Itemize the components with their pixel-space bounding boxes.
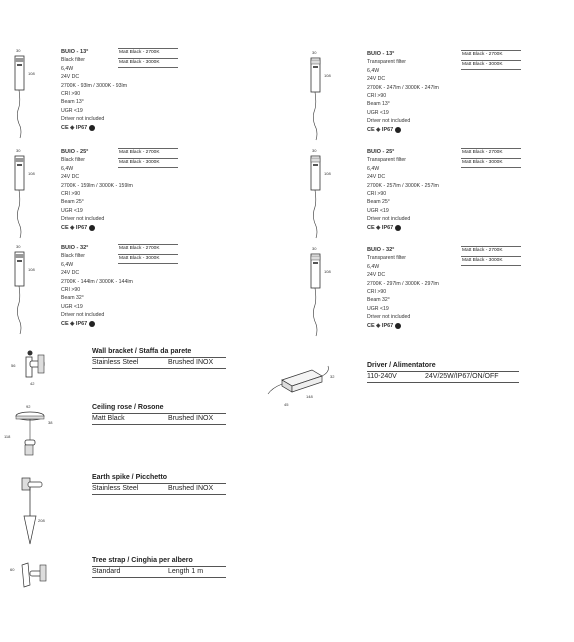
dim-width: 30 (312, 246, 317, 251)
spec-list (367, 148, 439, 233)
filter: Black filter (61, 253, 85, 260)
spot-lamp-drawing (304, 246, 334, 341)
accessory-wall-bracket (92, 348, 226, 369)
spot-lamp-drawing (8, 48, 38, 143)
gear-icon (89, 225, 95, 231)
cert-marks: CE ◈ IP67 (61, 224, 133, 233)
variant-row: Matt Black - 3000K (461, 257, 521, 267)
voltage: 24V DC (61, 74, 80, 81)
driver-note: Driver not included (367, 314, 411, 321)
dim-height: 208 (38, 518, 45, 523)
variant-row: Matt Black - 2700K (118, 148, 178, 159)
variant-table (461, 148, 521, 168)
variant-row: Matt Black - 2700K (118, 48, 178, 59)
dim-width: 30 (312, 148, 317, 153)
dim-diameter: 92 (26, 404, 31, 409)
dim-height: 108 (324, 171, 331, 176)
lumens: 2700K - 247lm / 3000K - 247lm (367, 84, 439, 91)
dim-height: 108 (28, 71, 35, 76)
variant-row: Matt Black - 3000K (461, 61, 521, 71)
beam: Beam 25° (367, 199, 390, 206)
dim-width: 30 (312, 50, 317, 55)
product-title: BUIO - 13° (61, 49, 89, 55)
voltage: 24V DC (367, 174, 386, 181)
spec-list (367, 50, 439, 135)
lumens: 2700K - 159lm / 3000K - 159lm (61, 182, 133, 189)
power: 6,4W (367, 67, 380, 74)
ceiling-rose-drawing (4, 402, 64, 462)
variant-row: Matt Black - 3000K (118, 255, 178, 265)
power: 6,4W (61, 165, 74, 172)
dim-height: 56 (11, 363, 16, 368)
filter: Black filter (61, 157, 85, 164)
beam: Beam 32° (367, 297, 390, 304)
earth-spike-drawing (8, 472, 68, 552)
variant-table (118, 244, 178, 264)
dim-width: 30 (16, 148, 21, 153)
variant-row: Matt Black - 2700K (118, 244, 178, 255)
variant-row: Matt Black - 3000K (118, 59, 178, 69)
driver-note: Driver not included (61, 312, 105, 319)
beam: Beam 13° (367, 101, 390, 108)
dim-height: 108 (324, 269, 331, 274)
driver-drawing (252, 362, 342, 412)
power: 6,4W (367, 165, 380, 172)
variant-table (118, 148, 178, 168)
cri: CRI >90 (367, 93, 387, 100)
product-title: BUIO - 25° (367, 149, 395, 155)
ugr: UGR <19 (367, 305, 389, 312)
lumens: 2700K - 144lm / 3000K - 144lm (61, 278, 133, 285)
dim-height: 108 (28, 267, 35, 272)
product-block (8, 244, 278, 339)
product-title: BUIO - 25° (61, 149, 89, 155)
product-title: BUIO - 32° (367, 247, 395, 253)
driver-note: Driver not included (61, 216, 105, 223)
lumens: 2700K - 297lm / 3000K - 297lm (367, 280, 439, 287)
beam: Beam 13° (61, 99, 84, 106)
cri: CRI >90 (367, 289, 387, 296)
product-title: BUIO - 13° (367, 51, 395, 57)
beam: Beam 25° (61, 199, 84, 206)
product-block (8, 148, 278, 243)
cri: CRI >90 (61, 191, 81, 198)
accessory-ceiling-rose (92, 404, 226, 425)
product-block (304, 50, 574, 145)
spot-lamp-drawing (304, 148, 334, 243)
variant-row: Matt Black - 2700K (461, 246, 521, 257)
dim-height: 118 (4, 434, 11, 439)
spec-list (367, 246, 439, 331)
accessory-title: Wall bracket / Staffa da parete (92, 348, 192, 355)
filter: Transparent filter (367, 157, 407, 164)
cert-marks: CE ◈ IP67 (61, 124, 127, 133)
filter: Transparent filter (367, 255, 407, 262)
accessory-row: Matt Black Brushed INOX (92, 413, 226, 425)
dim-width: 30 (16, 48, 21, 53)
driver-spec (367, 362, 519, 383)
tree-strap-drawing (8, 555, 68, 600)
gear-icon (89, 321, 95, 327)
gear-icon (395, 323, 401, 329)
filter: Black filter (61, 57, 85, 64)
dim-depth: 38 (48, 420, 53, 425)
cri: CRI >90 (61, 91, 81, 98)
product-block (304, 246, 574, 341)
driver-note: Driver not included (61, 116, 105, 123)
accessory-title: Earth spike / Picchetto (92, 474, 168, 481)
ugr: UGR <19 (367, 109, 389, 116)
cert-marks: CE ◈ IP67 (367, 322, 439, 331)
cert-marks: CE ◈ IP67 (61, 320, 133, 329)
dim-height: 108 (28, 171, 35, 176)
dim-height: 60 (10, 567, 15, 572)
ugr: UGR <19 (61, 303, 83, 310)
accessory-earth-spike (92, 474, 226, 495)
dim-height: 108 (324, 73, 331, 78)
cri: CRI >90 (61, 287, 81, 294)
cert-marks: CE ◈ IP67 (367, 224, 439, 233)
variant-table (461, 50, 521, 70)
cert-marks: CE ◈ IP67 (367, 126, 439, 135)
product-title: BUIO - 32° (61, 245, 89, 251)
wall-bracket-drawing (8, 345, 68, 390)
lumens: 2700K - 93lm / 3000K - 93lm (61, 82, 128, 89)
product-block (304, 148, 574, 243)
power: 6,4W (367, 263, 380, 270)
variant-table (118, 48, 178, 68)
dim-length: 148 (306, 394, 313, 399)
accessory-row: Stainless Steel Brushed INOX (92, 357, 226, 369)
accessory-row: Stainless Steel Brushed INOX (92, 483, 226, 495)
voltage: 24V DC (367, 272, 386, 279)
variant-row: Matt Black - 2700K (461, 50, 521, 61)
gear-icon (395, 127, 401, 133)
dim-width: 45 (284, 402, 289, 407)
accessory-row: Standard Length 1 m (92, 566, 226, 578)
beam: Beam 32° (61, 295, 84, 302)
driver-row: 110-240V 24V/25W/IP67/ON/OFF (367, 371, 519, 383)
power: 6,4W (61, 261, 74, 268)
power: 6,4W (61, 65, 74, 72)
accessory-tree-strap (92, 557, 226, 578)
driver-title: Driver / Alimentatore (367, 362, 436, 369)
driver-note: Driver not included (367, 216, 411, 223)
gear-icon (89, 125, 95, 131)
ugr: UGR <19 (367, 207, 389, 214)
lumens: 2700K - 257lm / 3000K - 257lm (367, 182, 439, 189)
voltage: 24V DC (61, 174, 80, 181)
spot-lamp-drawing (8, 244, 38, 339)
spot-lamp-drawing (304, 50, 334, 145)
variant-row: Matt Black - 2700K (461, 148, 521, 159)
product-block (8, 48, 278, 143)
variant-row: Matt Black - 3000K (118, 159, 178, 169)
voltage: 24V DC (61, 270, 80, 277)
ugr: UGR <19 (61, 207, 83, 214)
accessory-title: Tree strap / Cinghia per albero (92, 557, 193, 564)
dim-height: 32 (330, 374, 335, 379)
variant-table (461, 246, 521, 266)
gear-icon (395, 225, 401, 231)
voltage: 24V DC (367, 76, 386, 83)
ugr: UGR <19 (61, 107, 83, 114)
filter: Transparent filter (367, 59, 407, 66)
driver-note: Driver not included (367, 118, 411, 125)
cri: CRI >90 (367, 191, 387, 198)
accessory-title: Ceiling rose / Rosone (92, 404, 164, 411)
dim-width: 30 (16, 244, 21, 249)
spot-lamp-drawing (8, 148, 38, 243)
variant-row: Matt Black - 3000K (461, 159, 521, 169)
dim-width: 42 (30, 381, 35, 386)
